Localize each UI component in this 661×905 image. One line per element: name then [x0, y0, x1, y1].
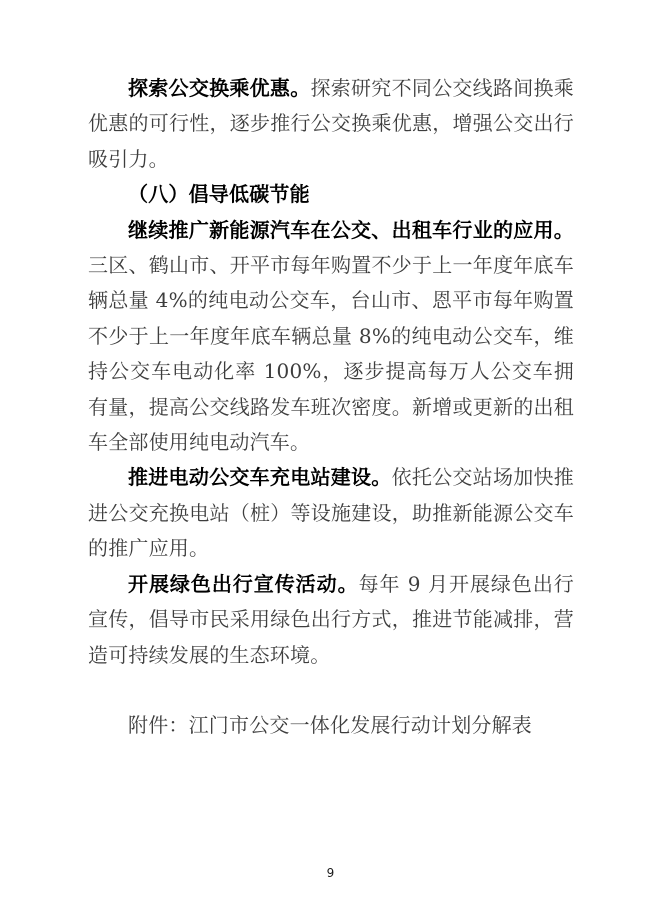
page-number: 9 — [326, 866, 335, 880]
paragraph-new-energy-vehicles — [88, 213, 574, 461]
paragraph-lead-bold: 继续推广新能源汽车在公交、出租车行业的应用。 — [128, 217, 574, 242]
paragraph-green-travel — [88, 567, 574, 673]
paragraph-lead-bold: 开展绿色出行宣传活动。 — [128, 571, 359, 596]
paragraph-lead-bold: 探索公交换乘优惠。 — [128, 76, 311, 100]
paragraph-transfer-discount — [88, 71, 574, 177]
paragraph-lead-bold: 推进电动公交车充电站建设。 — [128, 465, 392, 490]
paragraph-text: 三区、鹤山市、开平市每年购置不少于上一年度年底车辆总量 4%的纯电动公交车，台山市、恩平市每年购置不少于上一年度年底车辆总量 8%的纯电动公交车，维持公交车电动化率 100%，逐步提高每万人公交车拥有量，提高公交线路发车班次密度。新增或更新的出租车全部使用纯电动汽车。 — [88, 253, 574, 455]
section-heading-text: （八）倡导低碳节能 — [128, 182, 310, 207]
paragraph-charging-stations — [88, 460, 574, 566]
document-body — [88, 71, 574, 744]
paragraph-text: 依托公交站场加快推进公交充换电站（桩）等设施建设，助推新能源公交车的推广应用。 — [88, 465, 574, 561]
paragraph-text: 每年 9 月开展绿色出行宣传，倡导市民采用绿色出行方式，推进节能减排，营造可持续发展的生态环境。 — [88, 571, 574, 667]
section-heading-low-carbon — [88, 177, 574, 212]
paragraph-text: 探索研究不同公交线路间换乘优惠的可行性，逐步推行公交换乘优惠，增强公交出行吸引力。 — [88, 76, 574, 171]
attachment-line: 附件：江门市公交一体化发展行动计划分解表 — [128, 713, 532, 738]
